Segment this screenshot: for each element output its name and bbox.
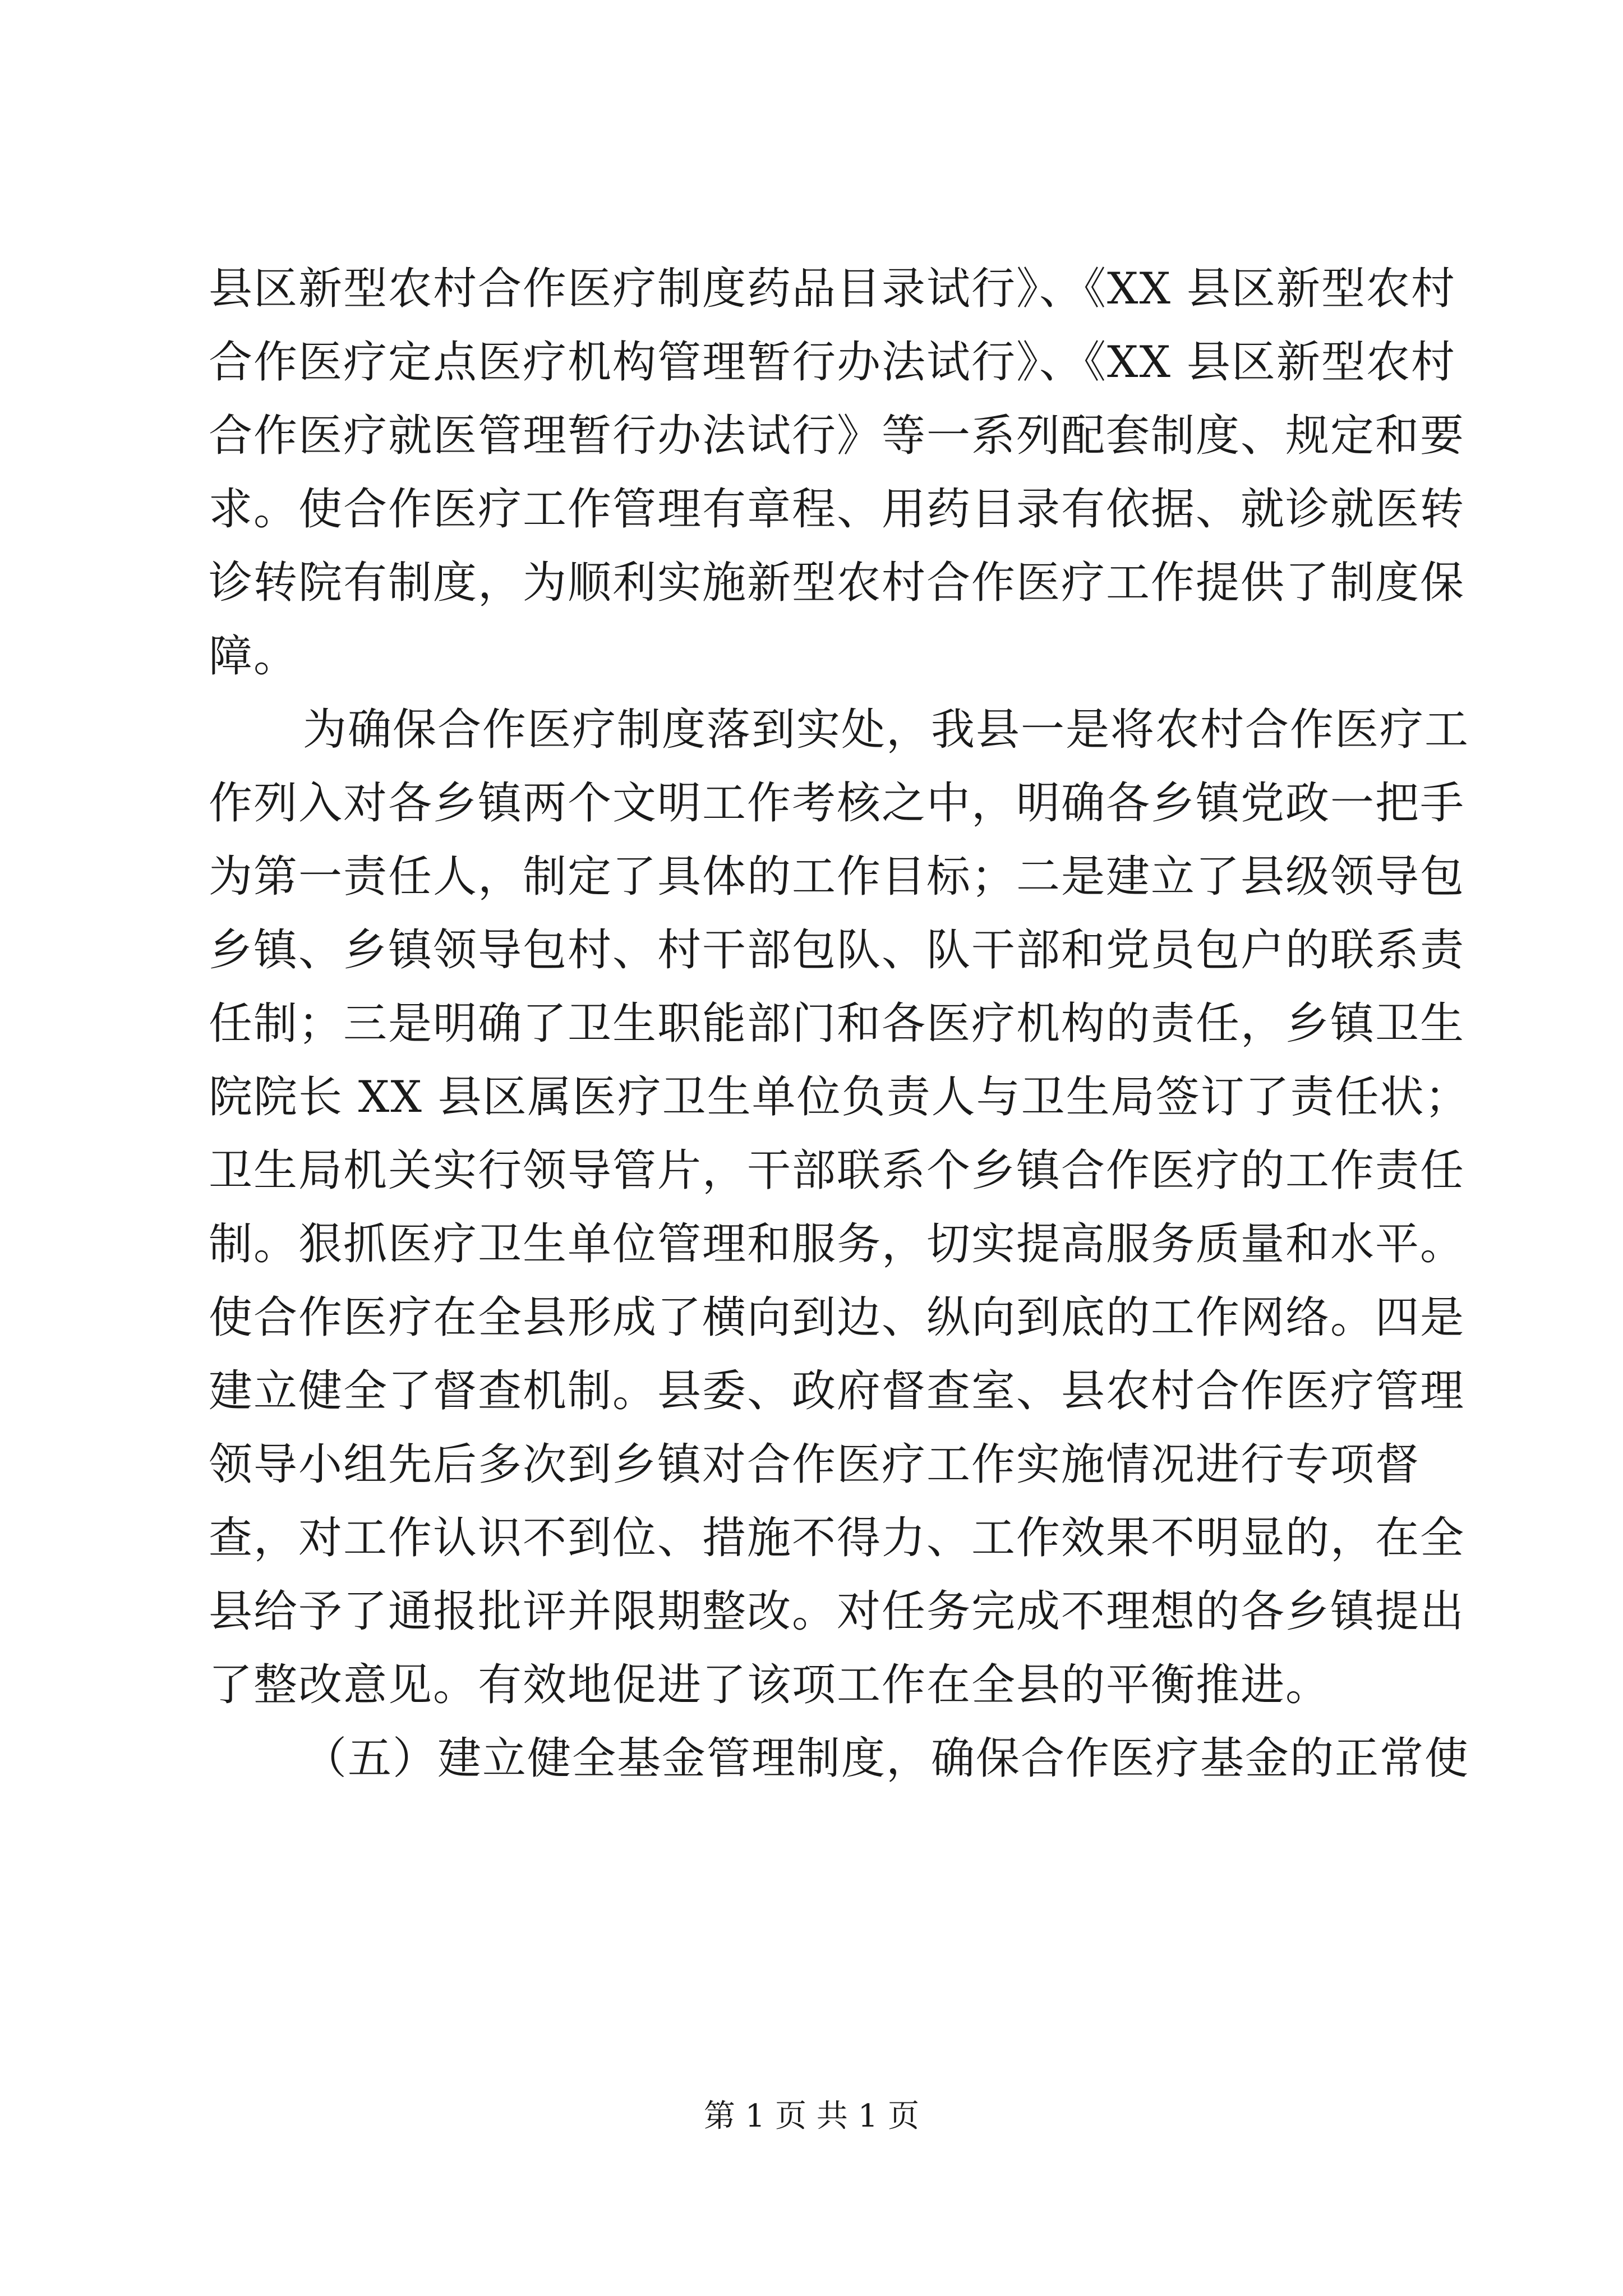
text-line: 建立健全了督查机制。县委、政府督查室、县农村合作医疗管理 xyxy=(209,1366,1465,1416)
text-line: 障。 xyxy=(209,631,299,682)
section-heading-line: （五）建立健全基金管理制度，确保合作医疗基金的正常使 xyxy=(303,1733,1470,1784)
text-line: 使合作医疗在全县形成了横向到边、纵向到底的工作网络。四是 xyxy=(209,1292,1465,1343)
text-line: 领导小组先后多次到乡镇对合作医疗工作实施情况进行专项督 xyxy=(209,1439,1421,1490)
text-line: 院院长 XX 县区属医疗卫生单位负责人与卫生局签订了责任状； xyxy=(209,1072,1470,1122)
text-line: 合作医疗就医管理暂行办法试行》等一系列配套制度、规定和要 xyxy=(209,411,1465,461)
text-line: 县给予了通报批评并限期整改。对任务完成不理想的各乡镇提出 xyxy=(209,1586,1465,1637)
text-line: 任制；三是明确了卫生职能部门和各医疗机构的责任，乡镇卫生 xyxy=(209,999,1465,1049)
text-line: 查，对工作认识不到位、措施不得力、工作效果不明显的，在全 xyxy=(209,1513,1465,1563)
text-line: 求。使合作医疗工作管理有章程、用药目录有依据、就诊就医转 xyxy=(209,484,1465,535)
paragraph-first-line: 为确保合作医疗制度落到实处，我县一是将农村合作医疗工 xyxy=(303,705,1470,755)
text-line: 卫生局机关实行领导管片，干部联系个乡镇合作医疗的工作责任 xyxy=(209,1145,1465,1196)
text-line: 诊转院有制度，为顺利实施新型农村合作医疗工作提供了制度保 xyxy=(209,558,1465,608)
text-line: 县区新型农村合作医疗制度药品目录试行》、《XX 县区新型农村 xyxy=(209,264,1456,314)
text-line: 合作医疗定点医疗机构管理暂行办法试行》、《XX 县区新型农村 xyxy=(209,337,1456,388)
text-line: 为第一责任人，制定了具体的工作目标；二是建立了县级领导包 xyxy=(209,852,1465,902)
text-line: 乡镇、乡镇领导包村、村干部包队、队干部和党员包户的联系责 xyxy=(209,925,1465,976)
text-line: 制。狠抓医疗卫生单位管理和服务，切实提高服务质量和水平。 xyxy=(209,1219,1465,1269)
page-footer: 第 1 页 共 1 页 xyxy=(703,2098,920,2134)
text-line: 作列入对各乡镇两个文明工作考核之中，明确各乡镇党政一把手 xyxy=(209,778,1465,829)
text-line: 了整改意见。有效地促进了该项工作在全县的平衡推进。 xyxy=(209,1660,1331,1710)
